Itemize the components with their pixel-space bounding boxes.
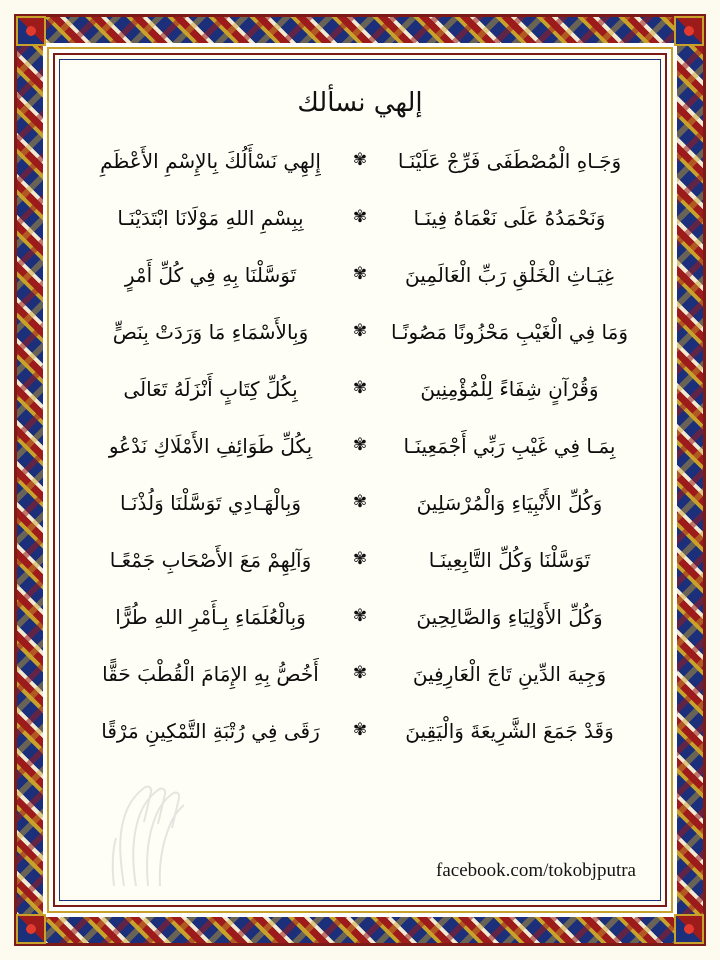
document-content (64, 64, 656, 896)
verse-row (78, 474, 642, 531)
verse-hemistich-right: بِبِسْمِ اللهِ مَوْلَانَا ابْتَدَيْنَـا (117, 205, 304, 230)
floral-divider-icon: ✾ (352, 549, 368, 569)
floral-divider-icon: ✾ (352, 492, 368, 512)
corner-ornament-bottom-left (16, 914, 46, 944)
floral-divider-icon: ✾ (352, 435, 368, 455)
corner-ornament-top-right (674, 16, 704, 46)
floral-divider-icon: ✾ (352, 321, 368, 341)
verse-hemistich-right: وَبِالأَسْمَاءِ مَا وَرَدَتْ بِنَصٍّ (112, 319, 309, 344)
praying-hands-watermark-icon (74, 768, 224, 888)
floral-divider-icon: ✾ (352, 207, 368, 227)
verse-row (78, 417, 642, 474)
verse-list (78, 132, 642, 759)
floral-divider-icon: ✾ (352, 720, 368, 740)
verse-hemistich-left: وَقَدْ جَمَعَ الشَّرِيعَةَ وَالْيَقِينَ (405, 718, 614, 743)
verse-row (78, 132, 642, 189)
verse-hemistich-left: وَكُلِّ الأَنْبِيَاءِ وَالْمُرْسَلِينَ (416, 490, 603, 515)
floral-divider-icon: ✾ (352, 150, 368, 170)
verse-hemistich-right: وَبِالْعُلَمَاءِ بِـأَمْرِ اللهِ طُرًّا (115, 604, 306, 629)
verse-row (78, 246, 642, 303)
floral-divider-icon: ✾ (352, 606, 368, 626)
floral-divider-icon: ✾ (352, 663, 368, 683)
verse-hemistich-right: تَوَسَّلْنَا بِهِ فِي كُلِّ أَمْرٍ (124, 262, 297, 287)
verse-hemistich-right: إِلهِي نَسْأَلُكَ بِالإِسْمِ الأَعْظَمِ (100, 148, 321, 173)
verse-hemistich-left: بِمَـا فِي غَيْبِ رَبِّي أَجْمَعِينَـا (403, 433, 616, 458)
verse-row (78, 303, 642, 360)
corner-ornament-top-left (16, 16, 46, 46)
verse-row (78, 360, 642, 417)
verse-hemistich-right: بِكُلِّ كِتَابٍ أَنْزَلَهُ تَعَالَى (123, 376, 298, 401)
verse-row (78, 531, 642, 588)
verse-row (78, 702, 642, 759)
floral-divider-icon: ✾ (352, 264, 368, 284)
verse-hemistich-left: وَجِيهَ الدِّينِ تَاجَ الْعَارِفِينَ (412, 661, 607, 686)
verse-hemistich-left: تَوَسَّلْنَا وَكُلِّ التَّابِعِينَـا (428, 547, 591, 572)
footer-credit: facebook.com/tokobjputra (436, 860, 636, 881)
corner-ornament-bottom-right (674, 914, 704, 944)
verse-hemistich-left: وَمَا فِي الْغَيْبِ مَحْزُونًا مَصُونًـا (391, 319, 628, 344)
verse-hemistich-right: وَبِالْهَـادِي تَوَسَّلْنَا وَلُذْنَـا (119, 490, 302, 515)
verse-hemistich-left: وَنَحْمَدُهُ عَلَى نَعْمَاهُ فِينَـا (413, 205, 606, 230)
verse-hemistich-right: رَقَى فِي رُتْبَةِ التَّمْكِينِ مَرْقًا (101, 718, 320, 743)
verse-hemistich-left: وَقُرْآنٍ شِفَاءً لِلْمُؤْمِنِينَ (420, 376, 599, 401)
verse-row (78, 189, 642, 246)
page-title: إلهي نسألك (297, 88, 423, 118)
verse-row (78, 645, 642, 702)
floral-divider-icon: ✾ (352, 378, 368, 398)
verse-hemistich-right: وَآلِهِمْ مَعَ الأَصْحَابِ جَمْعًـا (109, 547, 312, 572)
verse-hemistich-right: أَخُصُّ بِهِ الإِمَامَ الْقُطْبَ حَقًّا (102, 661, 319, 686)
verse-hemistich-left: غِيَـاثِ الْخَلْقِ رَبِّ الْعَالَمِينَ (404, 262, 614, 287)
verse-row (78, 588, 642, 645)
verse-hemistich-right: بِكُلِّ طَوَائِفِ الأَمْلَاكِ نَدْعُو (108, 433, 313, 458)
verse-hemistich-left: وَكُلِّ الأَوْلِيَاءِ وَالصَّالِحِينَ (416, 604, 603, 629)
verse-hemistich-left: وَجَـاهِ الْمُصْطَفَى فَرِّجْ عَلَيْنَـا (397, 148, 622, 173)
